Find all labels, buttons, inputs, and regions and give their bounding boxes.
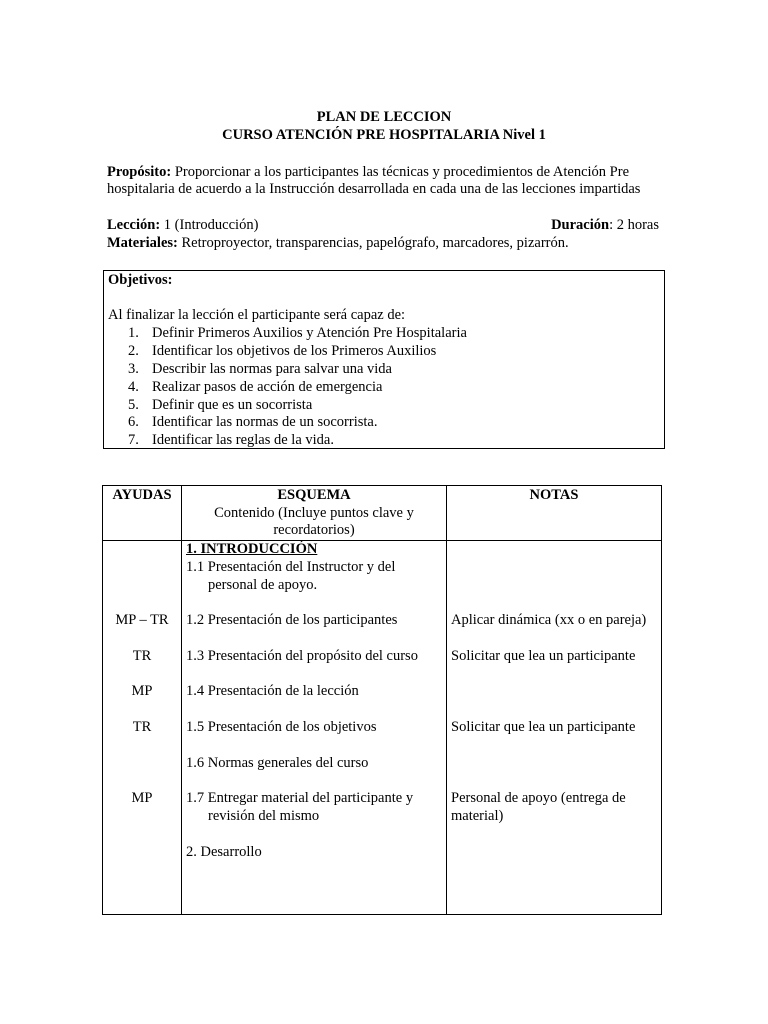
objetivo-item: 4. Realizar pasos de acción de emergencia: [128, 378, 383, 395]
esquema-cell: 1.3 Presentación del propósito del curso: [186, 648, 418, 664]
nota-cell: Personal de apoyo (entrega de: [451, 790, 626, 806]
proposito-text1: Proporcionar a los participantes las técnicas y procedimientos de Atención Pre: [171, 164, 630, 180]
nota-cell: Solicitar que lea un participante: [451, 648, 636, 664]
objetivo-item: 1. Definir Primeros Auxilios y Atención Pre Hospitalaria: [128, 325, 467, 341]
title-line1: PLAN DE LECCION: [316, 109, 452, 125]
objetivos-list: [128, 325, 467, 450]
ayuda-cell: MP – TR: [115, 612, 169, 628]
header-esquema: ESQUEMA Contenido (Incluye puntos clave y recordatorios): [182, 486, 447, 541]
objetivo-item: 5. Definir que es un socorrista: [128, 396, 313, 413]
objetivos-heading: Objetivos:: [108, 272, 173, 288]
duracion-label: Duración: [551, 217, 610, 233]
ayuda-cell: MP: [131, 683, 153, 699]
ayuda-cell: TR: [132, 648, 152, 664]
section-title: 1. INTRODUCCIÓN: [186, 541, 318, 557]
objetivo-item: 6. Identificar las normas de un socorrista.: [128, 414, 378, 431]
objetivos-box: [103, 270, 665, 449]
duracion: [551, 217, 659, 235]
esquema-cell: 1.2 Presentación de los participantes: [186, 612, 398, 628]
proposito-line2: hospitalaria de acuerdo a la Instrucción desarrollada en cada una de las lecciones impartidas: [107, 181, 641, 197]
objetivo-item: 3. Describir las normas para salvar una vida: [128, 360, 392, 377]
materiales-value: Retroproyector, transparencias, papelógrafo, marcadores, pizarrón.: [177, 235, 569, 251]
proposito-label: Propósito:: [107, 164, 172, 180]
esquema-cell-cont: personal de apoyo.: [208, 577, 318, 593]
leccion-value: 1 (Introducción): [160, 217, 259, 233]
ayudas-column: [103, 541, 182, 915]
esquema-cell: 1.7 Entregar material del participante y: [186, 790, 414, 806]
header-notas: NOTAS: [447, 486, 662, 541]
ayuda-cell: MP: [131, 790, 153, 806]
title-line2: CURSO ATENCIÓN PRE HOSPITALARIA Nivel 1: [222, 127, 546, 143]
materiales: [107, 235, 569, 253]
leccion-label: Lección:: [107, 217, 161, 233]
esquema-cell: 1.1 Presentación del Instructor y del: [186, 559, 396, 575]
nota-cell: Aplicar dinámica (xx o en pareja): [451, 612, 647, 628]
esquema-column: [182, 541, 447, 915]
esquema-cell: 1.5 Presentación de los objetivos: [186, 719, 377, 735]
ayuda-cell: TR: [132, 719, 152, 735]
table-header-row: [103, 486, 662, 541]
proposito-line1: [107, 164, 629, 182]
objetivo-item: 7. Identificar las reglas de la vida.: [128, 432, 334, 449]
lesson-table: [102, 485, 662, 915]
objetivos-intro: Al finalizar la lección el participante será capaz de:: [108, 307, 406, 323]
duracion-value: : 2 horas: [609, 217, 659, 233]
esquema-cell: 1.4 Presentación de la lección: [186, 683, 359, 699]
notas-column: [447, 541, 662, 915]
header-ayudas: AYUDAS: [103, 486, 182, 541]
esquema-cell: 1.6 Normas generales del curso: [186, 755, 369, 771]
nota-cell: Solicitar que lea un participante: [451, 719, 636, 735]
materiales-label: Materiales:: [107, 235, 178, 251]
esquema-cell-cont: revisión del mismo: [208, 808, 320, 824]
table-body-row: [103, 541, 662, 915]
objetivo-item: 2. Identificar los objetivos de los Primeros Auxilios: [128, 342, 437, 359]
nota-cell-cont: material): [451, 808, 504, 824]
leccion: [107, 217, 258, 235]
esquema-cell: 2. Desarrollo: [186, 844, 262, 860]
